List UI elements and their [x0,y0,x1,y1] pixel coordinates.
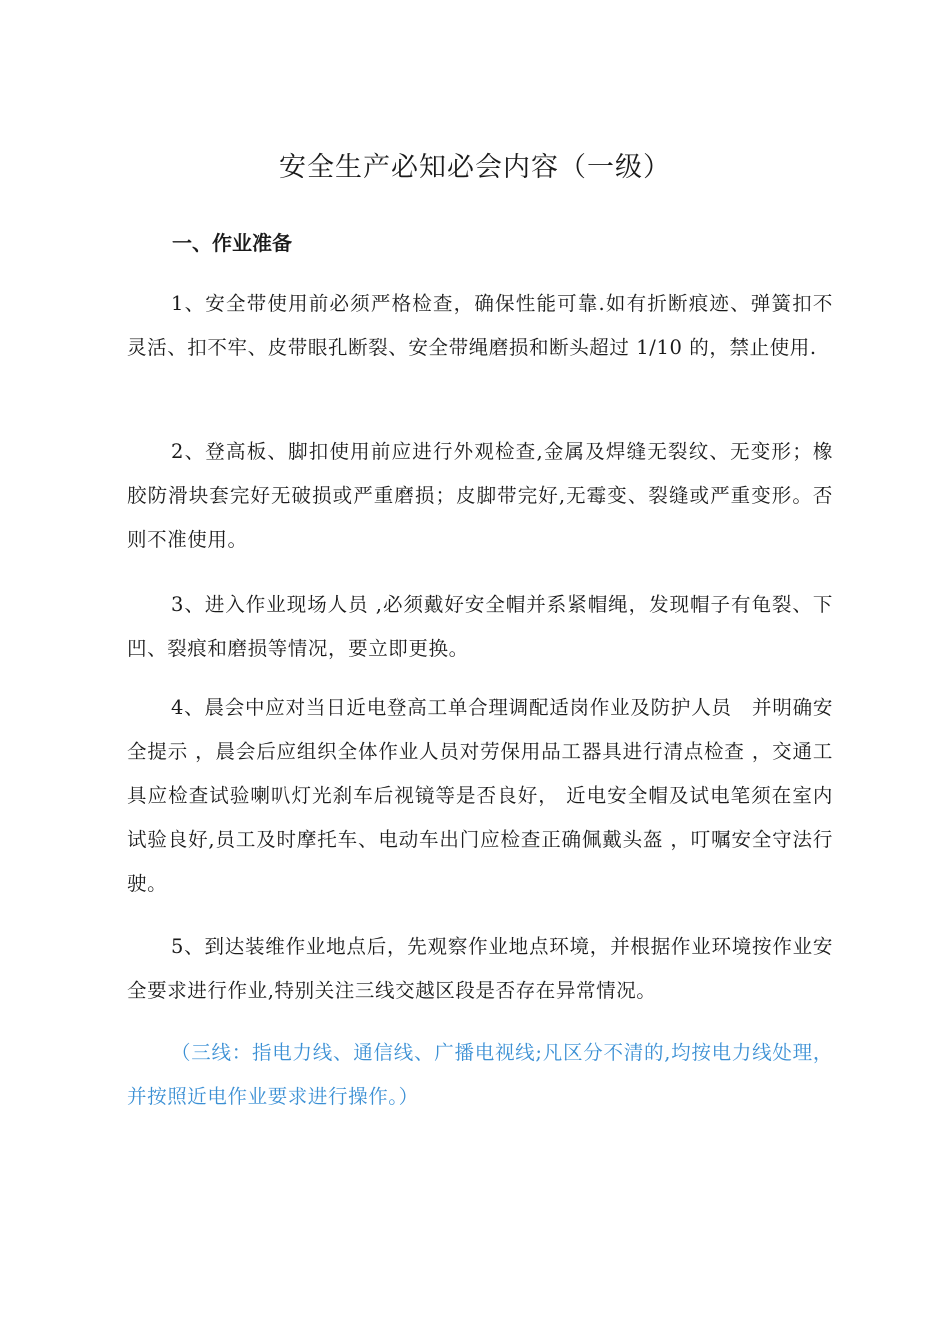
document-title: 安全生产必知必会内容（一级） [279,152,671,183]
paragraph-2: 2、登高板、脚扣使用前应进行外观检查,金属及焊缝无裂纹、无变形；橡胶防滑块套完好无破损或严重磨损；皮脚带完好,无霉变、裂缝或严重变形。否则不准使用。 [127,440,833,551]
paragraph-5: 5、到达装维作业地点后，先观察作业地点环境，并根据作业环境按作业安全要求进行作业,特别关注三线交越区段是否存在异常情况。 [127,935,833,1002]
paragraph-4: 4、晨会中应对当日近电登高工单合理调配适岗作业及防护人员 并明确安全提示 ，晨会后应组织全体作业人员对劳保用品工器具进行清点检查 ，交通工具应检查试验喇叭灯光刹车后视镜等是否良好， 近电安全帽及试电笔须在室内试验良好,员工及时摩托车、电动车出门应检查正确佩戴头盔 ，叮嘱安全守法行驶。 [127,696,833,895]
section-heading: 一、作业准备 [172,231,292,255]
three-lines-note: （三线：指电力线、通信线、广播电视线;凡区分不清的,均按电力线处理，并按照近电作业要求进行操作。） [127,1041,833,1108]
paragraph-1: 1、安全带使用前必须严格检查，确保性能可靠.如有折断痕迹、弹簧扣不灵活、扣不牢、皮带眼孔断裂、安全带绳磨损和断头超过 1/10 的，禁止使用. [127,292,833,359]
paragraph-3: 3、进入作业现场人员 ,必须戴好安全帽并系紧帽绳，发现帽子有龟裂、下凹、裂痕和磨损等情况，要立即更换。 [127,593,833,660]
